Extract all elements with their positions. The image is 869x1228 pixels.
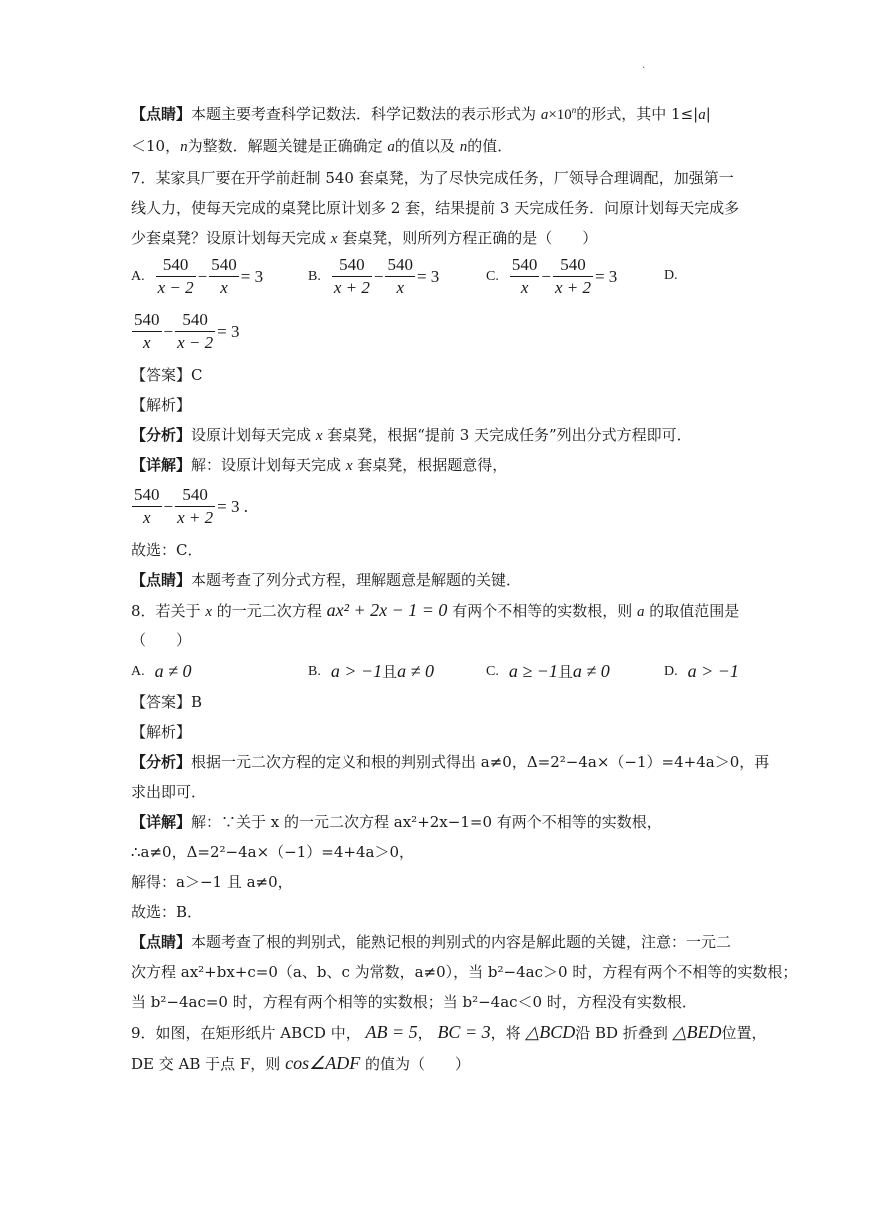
q7-option-d-label: D. xyxy=(664,268,678,283)
q7-analysis: 【分析】设原计划每天完成 x 套桌凳，根据“提前 3 天完成任务”列出分式方程即可． xyxy=(131,426,692,444)
q8-answer: 【答案】B xyxy=(131,693,203,711)
q8-option-b: B. a > −1 且 a ≠ 0 xyxy=(308,661,435,681)
q8-dianjing-1: 【点睛】本题考查了根的判别式，能熟记根的判别式的内容是解此题的关键，注意：一元二 xyxy=(131,933,732,951)
q8-dianjing-2: 次方程 ax²+bx+c=0（a、b、c 为常数，a≠0），当 b²−4ac＞0 时，方程有两个不相等的实数根； xyxy=(131,963,798,981)
fraction: $\frac{540}{x - 2}$ xyxy=(157,255,194,297)
fraction: $\frac{540}{x + 2}$ xyxy=(554,255,591,297)
q8-analysis-2: 求出即可． xyxy=(131,783,207,801)
fraction: $\frac{540}{x}$ xyxy=(211,255,237,297)
q7-dianjing: 【点睛】本题考查了列分式方程，理解题意是解题的关键． xyxy=(131,571,522,589)
q7-answer: 【答案】C xyxy=(131,366,203,384)
q8-option-c: C. a ≥ −1 且 a ≠ 0 xyxy=(486,661,610,681)
fraction: $\frac{540}{x + 2}$ xyxy=(333,255,370,297)
q7-equation: $\frac{540}{x}$ − $\frac{540}{x + 2}$ = 3 . xyxy=(134,485,248,527)
dianjing-line-2: ＜10，n为整数．解题关键是正确确定 a的值以及 n的值． xyxy=(131,137,513,155)
q9-text-line-1: 9．如图，在矩形纸片 ABCD 中， AB = 5， BC = 3，将 △BCD沿 BD 折叠到 △BED位置， xyxy=(131,1022,767,1042)
fraction: $\frac{540}{x}$ xyxy=(387,255,413,297)
q7-option-d: $\frac{540}{x}$ − $\frac{540}{x - 2}$ = 3 xyxy=(134,310,240,352)
q8-option-d: D. a > −1 xyxy=(664,661,739,681)
q8-choice: 故选：B． xyxy=(131,903,203,921)
fraction: $\frac{540}{x}$ xyxy=(134,485,160,527)
q7-option-a: A. $\frac{540}{x - 2}$ − $\frac{540}{x}$ = 3 xyxy=(131,255,264,297)
q7-jiexi: 【解析】 xyxy=(131,396,192,414)
q8-detail-3: 解得：a＞−1 且 a≠0， xyxy=(131,873,293,891)
q8-text-line-2: （ ） xyxy=(131,631,192,649)
q9-text-line-2: DE 交 AB 于点 F，则 cos∠ADF 的值为（ ） xyxy=(131,1053,471,1073)
q7-detail: 【详解】解：设原计划每天完成 x 套桌凳，根据题意得， xyxy=(131,456,508,474)
dianjing-line-1: 【点睛】本题主要考查科学记数法．科学记数法的表示形式为 $a\times 10^n$的形式，其中 1≤|a| xyxy=(131,105,711,123)
q7-text-line-2: 线人力，使每天完成的桌凳比原计划多 2 套，结果提前 3 天完成任务．问原计划每天完成多 xyxy=(131,199,740,217)
q8-detail-2: ∴a≠0，Δ=2²−4a×（−1）=4+4a＞0， xyxy=(131,843,415,861)
fraction: $\frac{540}{x - 2}$ xyxy=(177,310,214,352)
q7-option-c: C. $\frac{540}{x}$ − $\frac{540}{x + 2}$ = 3 xyxy=(486,255,618,297)
q8-option-a: A. a ≠ 0 xyxy=(131,661,192,681)
q8-dianjing-3: 当 b²−4ac=0 时，方程有两个相等的实数根；当 b²−4ac＜0 时，方程没有实数根． xyxy=(131,993,697,1011)
q7-text-line-1: 7．某家具厂要在开学前赶制 540 套桌凳，为了尽快完成任务，厂领导合理调配，加强第一 xyxy=(131,169,734,187)
q8-detail-1: 【详解】解：∵关于 x 的一元二次方程 ax²+2x−1=0 有两个不相等的实数根， xyxy=(131,813,662,831)
q8-text-line-1: 8．若关于 x 的一元二次方程 ax² + 2x − 1 = 0 有两个不相等的实数根，则 a 的取值范围是 xyxy=(131,600,740,620)
fraction: $\frac{540}{x}$ xyxy=(511,255,538,297)
fraction: $\frac{540}{x}$ xyxy=(134,310,160,352)
q8-jiexi: 【解析】 xyxy=(131,723,192,741)
q7-choice: 故选：C． xyxy=(131,541,203,559)
q7-option-b: B. $\frac{540}{x + 2}$ − $\frac{540}{x}$ = 3 xyxy=(308,255,440,297)
q7-text-line-3: 少套桌凳？设原计划每天完成 x 套桌凳，则所列方程正确的是（ ） xyxy=(131,229,598,247)
header-dot: . xyxy=(642,60,646,71)
fraction: $\frac{540}{x + 2}$ xyxy=(177,485,214,527)
q8-analysis-1: 【分析】根据一元二次方程的定义和根的判别式得出 a≠0，Δ=2²−4a×（−1）=4+4a＞0，再 xyxy=(131,753,770,771)
